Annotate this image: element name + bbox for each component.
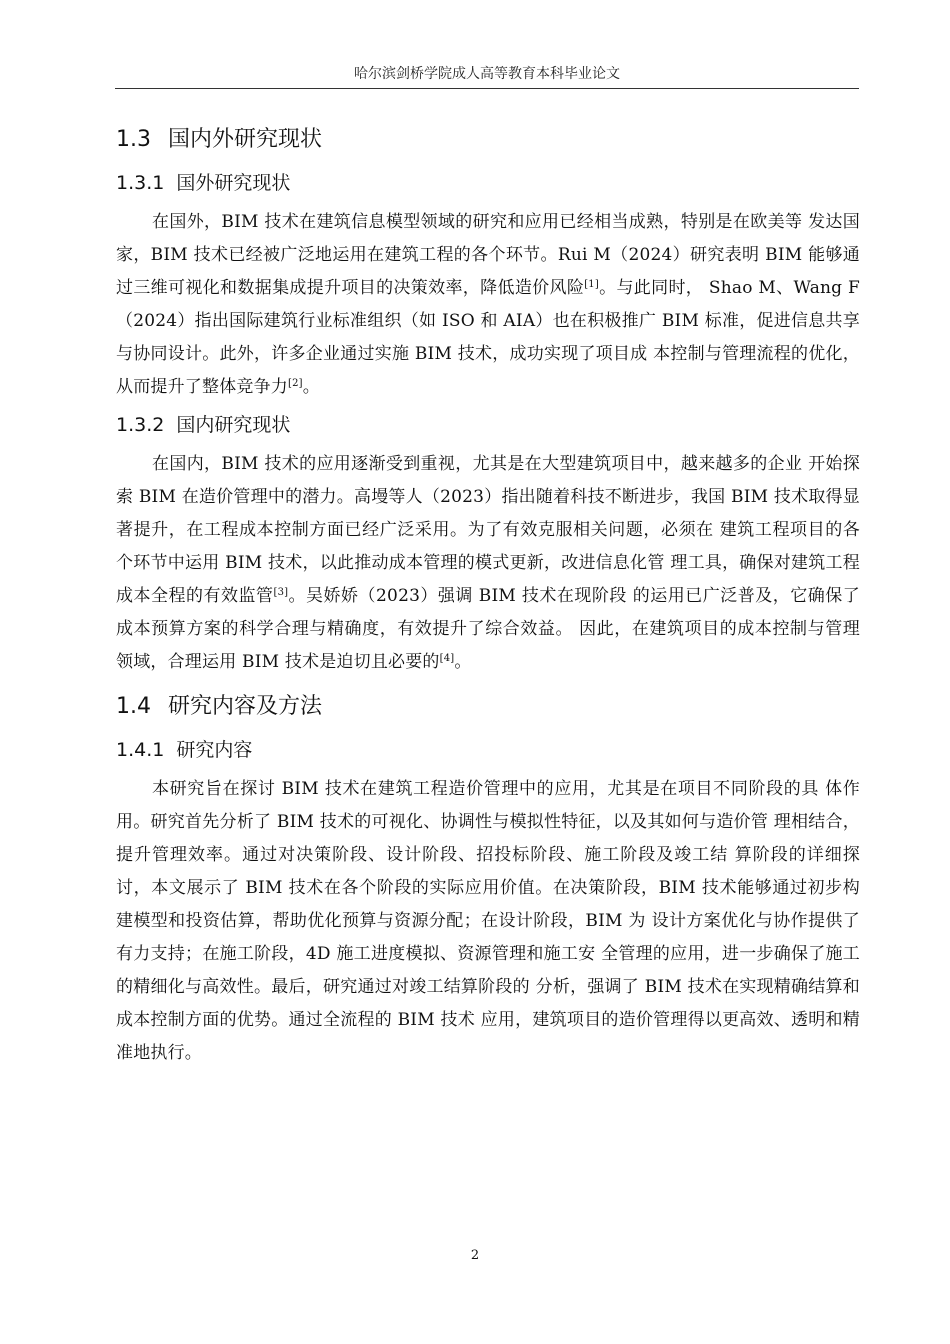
subsection-number: 1.3.1: [116, 172, 165, 194]
paragraph-text: 本研究旨在探讨 BIM 技术在建筑工程造价管理中的应用，尤其是在项目不同阶段的具 体作用。研究首先分析了 BIM 技术的可视化、协调性与模拟性特征，以及其如何与造价管 理相结合，提升管理效率。通过对决策阶段、设计阶段、招投标阶段、施工阶段及竣工结 算阶段的详细探讨，本文展示了 BIM 技术在各个阶段的实际应用价值。在决策阶段，BIM 技术能够通过初步构建模型和投资估算，帮助优化预算与资源分配；在设计阶段，BIM 为 设计方案优化与协作提供了有力支持；在施工阶段，4D 施工进度模拟、资源管理和施工安 全管理的应用，进一步确保了施工的精细化与高效性。最后，研究通过对竣工结算阶段的 分析，强调了 BIM 技术在实现精确结算和成本控制方面的优势。通过全流程的 BIM 技术 应用，建筑项目的造价管理得以更高效、透明和精准地执行。: [116, 779, 860, 1063]
subsection-heading-1-3-2: [116, 406, 860, 444]
paragraph-text: 在国内，BIM 技术的应用逐渐受到重视，尤其是在大型建筑项目中，越来越多的企业 开始探索 BIM 在造价管理中的潜力。高墁等人（2023）指出随着科技不断进步，我国 BIM 技术取得显著提升，在工程成本控制方面已经广泛采用。为了有效克服相关问题，必须在 建筑工程项目的各个环节中运用 BIM 技术，以此推动成本管理的模式更新，改进信息化管 理工具，确保对建筑工程成本全程的有效监管: [116, 454, 860, 606]
section-title: 研究内容及方法: [168, 694, 323, 719]
paragraph-text: 。: [302, 377, 320, 397]
subsection-number: 1.4.1: [116, 739, 165, 761]
paragraph-text: 。吴娇娇（2023）强调 BIM 技术在现阶段 的运用已广泛普及，它确保了成本预算方案的科学合理与精确度，有效提升了综合效益。 因此，在建筑项目的成本控制与管理领域，合理运用 BIM 技术是迫切且必要的: [116, 586, 860, 672]
citation-ref: [1]: [584, 279, 599, 290]
page-body: [116, 118, 860, 1070]
paragraph-foreign-research: [116, 206, 860, 404]
running-header: [115, 64, 859, 89]
paragraph-domestic-research: [116, 448, 860, 679]
section-heading-1-3: [116, 118, 860, 162]
subsection-heading-1-4-1: [116, 731, 860, 769]
page-number: 2: [470, 1248, 480, 1263]
subsection-number: 1.3.2: [116, 414, 165, 436]
subsection-heading-1-3-1: [116, 164, 860, 202]
section-heading-1-4: [116, 685, 860, 729]
citation-ref: [2]: [288, 378, 303, 389]
subsection-title: 国内研究现状: [176, 414, 291, 436]
section-title: 国内外研究现状: [168, 127, 323, 152]
section-number: 1.3: [116, 127, 151, 152]
paragraph-text: 。与此同时， Shao M、Wang F（2024）指出国际建筑行业标准组织（如 ISO 和 AIA）也在积极推广 BIM 标准，促进信息共享与协同设计。此外，许多企业通过实施 BIM 技术，成功实现了项目成 本控制与管理流程的优化，从而提升了整体竞争力: [116, 278, 860, 397]
paragraph-text: 。: [454, 652, 472, 672]
citation-ref: [4]: [439, 653, 455, 664]
paragraph-research-content: [116, 773, 860, 1070]
section-number: 1.4: [116, 694, 151, 719]
citation-ref: [3]: [273, 587, 289, 598]
subsection-title: 国外研究现状: [176, 172, 291, 194]
running-header-title: 哈尔滨剑桥学院成人高等教育本科毕业论文: [354, 66, 620, 82]
subsection-title: 研究内容: [176, 739, 253, 761]
paragraph-text: 在国外，BIM 技术在建筑信息模型领域的研究和应用已经相当成熟，特别是在欧美等 发达国家，BIM 技术已经被广泛地运用在建筑工程的各个环节。Rui M（2024）研究表明 BIM 能够通过三维可视化和数据集成提升项目的决策效率，降低造价风险: [116, 212, 860, 298]
